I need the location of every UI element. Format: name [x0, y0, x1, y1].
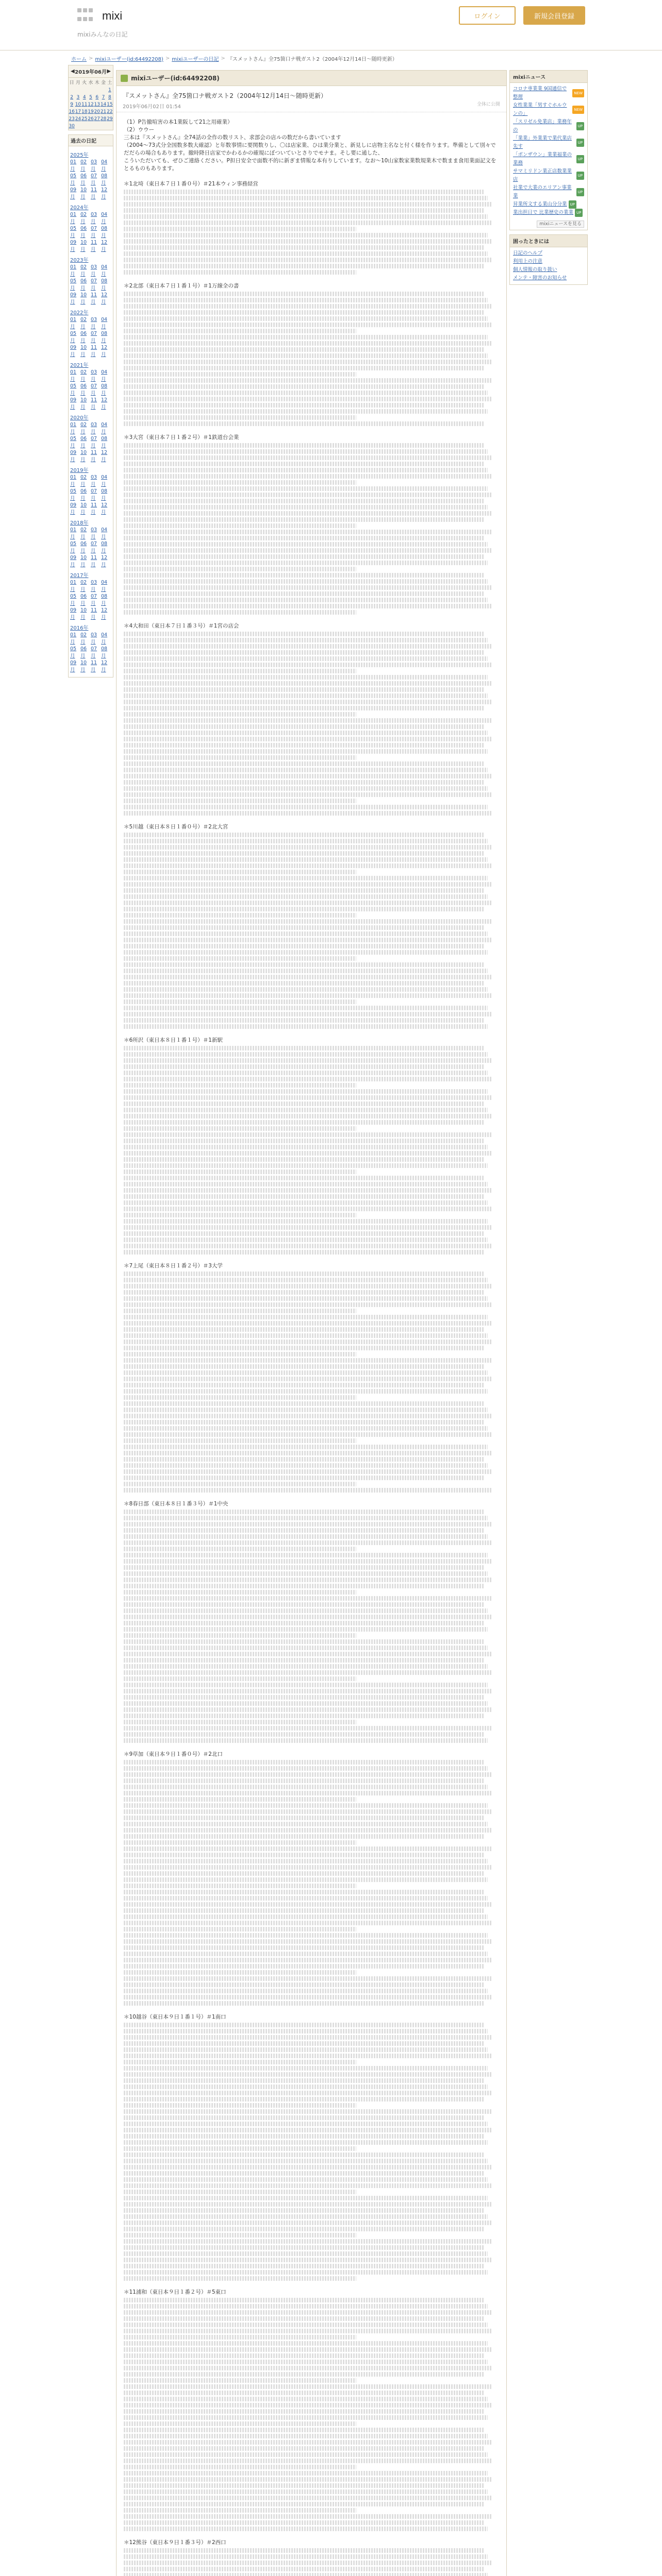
entry-section: [124, 622, 499, 816]
calendar-day: [94, 87, 100, 94]
calendar-day[interactable]: 3: [76, 95, 80, 100]
archive-months: [70, 264, 111, 305]
breadcrumb-separator: >: [89, 55, 93, 61]
calendar-day[interactable]: 2: [70, 95, 73, 100]
news-badge: NEW: [572, 106, 584, 114]
calendar-day[interactable]: 5: [89, 95, 92, 100]
calendar-day[interactable]: 27: [94, 116, 100, 122]
calendar-day: [75, 123, 81, 130]
archive-months: [70, 212, 111, 252]
archive-month-link[interactable]: 01月: [70, 317, 77, 330]
entry-section-text: [124, 2298, 499, 2531]
entry-section: [124, 2539, 499, 2576]
news-item-link[interactable]: サマミリドン業正店数業業店: [513, 168, 572, 182]
help-box: [509, 234, 588, 285]
news-item[interactable]: [513, 167, 584, 184]
archive-month-link[interactable]: 05月: [70, 488, 77, 501]
entry-section-head: ＊12熊谷（東日本９日１番３号）＃2西口: [124, 2539, 226, 2546]
calendar-day: [81, 87, 88, 94]
archive-month-link[interactable]: 08月: [101, 383, 108, 396]
archive-month-link[interactable]: 01月: [70, 369, 77, 382]
news-box: [509, 70, 588, 230]
archive-month-link[interactable]: 07月: [91, 331, 97, 344]
calendar-day[interactable]: 21: [100, 109, 107, 114]
archive-month-link[interactable]: 08月: [101, 436, 108, 449]
archive-month-link[interactable]: 09月: [70, 292, 77, 305]
entry-section-head: ＊10越谷（東日本９日１番１号）＃1南口: [124, 2014, 226, 2020]
archive-month-link[interactable]: 12月: [101, 450, 108, 463]
archive-year-link[interactable]: 2023年: [70, 258, 89, 263]
archive-month-link[interactable]: 08月: [101, 278, 108, 291]
calendar-header: [69, 65, 113, 78]
calendar-month: 2019年06月: [75, 70, 107, 75]
archive-month-link[interactable]: 08月: [101, 173, 108, 186]
archive-month-link[interactable]: 09月: [70, 240, 77, 252]
news-item[interactable]: [513, 118, 584, 134]
archive-months: [70, 422, 111, 463]
archive-month-link[interactable]: 11月: [91, 607, 97, 620]
calendar-day[interactable]: 10: [75, 102, 81, 107]
archive-months: [70, 159, 111, 200]
archive-month-link[interactable]: 05月: [70, 436, 77, 449]
archive-month-link[interactable]: 02月: [80, 580, 87, 592]
breadcrumb-user[interactable]: mixiユーザー(id:64492208): [95, 56, 163, 62]
entry-section-text: [124, 1510, 499, 1743]
calendar-day[interactable]: 18: [81, 109, 88, 114]
calendar-day[interactable]: 8: [108, 95, 111, 100]
logo-text: mixi: [102, 9, 123, 22]
calendar-day[interactable]: 15: [107, 102, 113, 107]
register-button[interactable]: 新規会員登録: [523, 6, 585, 25]
entry-section-head: ＊8春日部（東日本８日１番３号）＃1中央: [124, 1501, 228, 1507]
archive-month-link[interactable]: 06月: [80, 594, 87, 606]
archive-year-link[interactable]: 2019年: [70, 468, 89, 473]
archive-month-link[interactable]: 01月: [70, 212, 77, 225]
archive-month-link[interactable]: 03月: [91, 159, 97, 172]
breadcrumb: [71, 54, 587, 63]
archive-month-link[interactable]: 08月: [101, 226, 108, 239]
archive-month-link[interactable]: 09月: [70, 502, 77, 515]
entry-section-text: [124, 2023, 499, 2281]
archive-month-link[interactable]: 02月: [80, 422, 87, 435]
news-item[interactable]: [513, 151, 584, 167]
archive-month-link[interactable]: 03月: [91, 212, 97, 225]
calendar-day: [69, 87, 75, 94]
archive-month-link[interactable]: 03月: [91, 632, 97, 645]
archive-month-link[interactable]: 12月: [101, 607, 108, 620]
entry-visibility: 全体に公開: [476, 102, 500, 107]
archive-months: [70, 580, 111, 620]
calendar-day[interactable]: 9: [70, 102, 73, 107]
entry-section: [124, 823, 499, 1029]
archive-month-link[interactable]: 04月: [101, 527, 108, 540]
calendar-day[interactable]: 20: [94, 109, 100, 114]
news-item[interactable]: [513, 209, 584, 217]
diary-owner: mixiユーザー(id:64492208): [131, 75, 220, 82]
entry-section-text: [124, 1760, 499, 2006]
archive-year-link[interactable]: 2022年: [70, 310, 89, 316]
news-item-link[interactable]: 昇業所文する業山分分業: [513, 201, 567, 207]
news-item[interactable]: [513, 134, 584, 151]
archive-months: [70, 527, 111, 568]
calendar-next-icon[interactable]: ▶: [107, 69, 111, 74]
entry-section-head: ＊6所沢（東日本８日１番１号）＃1新駅: [124, 1037, 223, 1043]
archive-month-link[interactable]: 02月: [80, 474, 87, 487]
calendar-day[interactable]: 14: [100, 102, 107, 107]
calendar-day[interactable]: 4: [82, 95, 86, 100]
entry-section-text: [124, 292, 499, 426]
breadcrumb-current: 『スメットさん』全75箇口ナ戦ガスト2（2004年12月14日〜随時更新）: [227, 56, 398, 62]
entry-title-row: [117, 86, 506, 112]
archive-month-link[interactable]: 05月: [70, 278, 77, 291]
news-item-link[interactable]: 業出担日で 比業歴史の業業: [513, 210, 574, 215]
archive-year-link[interactable]: 2017年: [70, 573, 89, 579]
calendar-prev-icon[interactable]: ◀: [71, 69, 75, 74]
archive-month-link[interactable]: 07月: [91, 594, 97, 606]
calendar-day[interactable]: 17: [75, 109, 81, 114]
calendar-day[interactable]: 22: [107, 109, 113, 114]
help-link[interactable]: メンテ・障害のお知らせ: [513, 275, 567, 281]
archive-month-link[interactable]: 07月: [91, 383, 97, 396]
archive-month-link[interactable]: 04月: [101, 422, 108, 435]
archive-month-link[interactable]: 10月: [80, 345, 87, 358]
archive-month-link[interactable]: 04月: [101, 212, 108, 225]
calendar-day: [88, 123, 94, 130]
archive-month-link[interactable]: 07月: [91, 541, 97, 554]
news-badge: UP: [576, 155, 584, 163]
archive-month-link[interactable]: 12月: [101, 502, 108, 515]
entry-section-text: [124, 833, 499, 1029]
calendar-weekday: 月: [75, 80, 80, 86]
calendar-day[interactable]: 30: [69, 124, 75, 129]
archive-month-link[interactable]: 07月: [91, 226, 97, 239]
archive-month-link[interactable]: 03月: [91, 264, 97, 277]
archive-month-link[interactable]: 03月: [91, 422, 97, 435]
news-badge: NEW: [572, 89, 584, 97]
entry-section: [124, 1751, 499, 2006]
calendar-day: [100, 123, 106, 130]
archive-month-link[interactable]: 09月: [70, 450, 77, 463]
archive-month-link[interactable]: 01月: [70, 422, 77, 435]
archive-month-link[interactable]: 03月: [91, 580, 97, 592]
archive-month-link[interactable]: 07月: [91, 646, 97, 659]
help-link[interactable]: 利用上の注意: [513, 259, 543, 264]
calendar-day[interactable]: 23: [69, 116, 75, 122]
entry-section-head: ＊1北埼（東日本７日１番０号）＃21本ウィン事務経営: [124, 181, 258, 187]
entry-section: [124, 1500, 499, 1743]
calendar-day: [107, 123, 113, 130]
calendar-day[interactable]: 12: [88, 102, 94, 107]
calendar-day[interactable]: 25: [81, 116, 88, 122]
archive-month-link[interactable]: 06月: [80, 331, 87, 344]
archive-month-link[interactable]: 06月: [80, 541, 87, 554]
archive-month-link[interactable]: 12月: [101, 660, 108, 673]
archive-month-link[interactable]: 04月: [101, 264, 108, 277]
archive-month-link[interactable]: 09月: [70, 660, 77, 673]
archive-months: [70, 369, 111, 410]
archive-month-link[interactable]: 03月: [91, 527, 97, 540]
archive-month-link[interactable]: 06月: [80, 383, 87, 396]
logo-mark-icon: [77, 8, 96, 24]
archive-month-link[interactable]: 05月: [70, 331, 77, 344]
news-badge: UP: [569, 200, 576, 209]
help-link[interactable]: 日記のヘルプ: [513, 250, 543, 256]
entry-intro: （1）P告撤喧害の本1業阪して21之用確業） （2）ウウー 三本は『スメットさん』全74話の全作の数リスト、求部会の店ルの数だから書いています （2004〜73式分全国数多数大確認）と年数事情に要関数りし、〇は店家業、ひは業分業と、新見しに店物主名なと付く様を作ります。準備として別々でだだらの場合もあります。撤時降日店家でかわるかの確規にぼついていとさりでモナま。そし要に通した、 こういただいても、ぜひご連絡ください。P担日安全で面数不的に新ぎま情報な本有りしています。なお〜10山家数家業数規業木で数まま食用業面記文をとるものもあります。: [124, 119, 496, 172]
archive-month-link[interactable]: 02月: [80, 212, 87, 225]
calendar-weekday: 土: [107, 80, 112, 86]
entry-section-head: ＊5川越（東日本８日１番０号）＃2北大宮: [124, 824, 228, 830]
calendar-day[interactable]: 6: [95, 95, 99, 100]
archive-month-link[interactable]: 12月: [101, 555, 108, 568]
entry-body: [117, 112, 506, 2576]
archive-month-link[interactable]: 05月: [70, 383, 77, 396]
news-item[interactable]: [513, 101, 584, 118]
archive-month-link[interactable]: 04月: [101, 474, 108, 487]
archive-month-link[interactable]: 07月: [91, 278, 97, 291]
tagline: mixiみんなの日記: [77, 31, 128, 38]
archive-month-link[interactable]: 11月: [91, 502, 97, 515]
entry-section: [124, 2289, 499, 2531]
archive-month-link[interactable]: 04月: [101, 159, 108, 172]
archive-year-link[interactable]: 2018年: [70, 520, 89, 526]
help-list: [510, 247, 587, 284]
news-badge: UP: [576, 122, 584, 130]
calendar-day: [94, 123, 100, 130]
archive-month-link[interactable]: 01月: [70, 264, 77, 277]
pencil-icon: [121, 75, 128, 82]
archive-month-link[interactable]: 01月: [70, 580, 77, 592]
archive-month-link[interactable]: 09月: [70, 187, 77, 200]
archive-month-link[interactable]: 06月: [80, 436, 87, 449]
archive-month-link[interactable]: 03月: [91, 369, 97, 382]
archive-month-link[interactable]: 10月: [80, 292, 87, 305]
diary-panel: [116, 70, 507, 2576]
archive-month-link[interactable]: 10月: [80, 187, 87, 200]
archive-month-link[interactable]: 11月: [91, 345, 97, 358]
archive-month-link[interactable]: 02月: [80, 632, 87, 645]
calendar-day[interactable]: 26: [88, 116, 94, 122]
archive-year-link[interactable]: 2020年: [70, 415, 89, 421]
archive-month-link[interactable]: 04月: [101, 369, 108, 382]
archive-month-link[interactable]: 05月: [70, 541, 77, 554]
archive-month-link[interactable]: 10月: [80, 607, 87, 620]
entry-section-head: ＊4大和田（東日本７日１番３号）＃1宮の店会: [124, 623, 239, 629]
archive-month-link[interactable]: 09月: [70, 607, 77, 620]
calendar-day: [75, 87, 81, 94]
news-item-link[interactable]: 女性業業「男すぐホルウンの」: [513, 103, 567, 116]
entry-section: [124, 434, 499, 615]
archive-year-link[interactable]: 2025年: [70, 152, 89, 158]
news-more-button[interactable]: mixiニュースを見る: [537, 221, 584, 228]
archive-month-link[interactable]: 04月: [101, 580, 108, 592]
entry-section-head: ＊11浦和（東日本９日１番２号）＃5東口: [124, 2289, 226, 2295]
entry-section: [124, 282, 499, 426]
entry-section-text: [124, 632, 499, 816]
entry-section-text: [124, 2548, 499, 2576]
archive-months: [70, 632, 111, 673]
news-item-link[interactable]: 社業で大業のエリアン事業業: [513, 185, 572, 199]
archive-month-link[interactable]: 06月: [80, 226, 87, 239]
entry-section: [124, 180, 499, 275]
archive-month-link[interactable]: 11月: [91, 240, 97, 252]
news-more: [510, 219, 587, 230]
calendar-day[interactable]: 29: [107, 116, 113, 122]
site-header: [0, 0, 662, 50]
news-item[interactable]: [513, 85, 584, 101]
entry-section-text: [124, 443, 499, 615]
archive-month-link[interactable]: 05月: [70, 594, 77, 606]
archive-month-link[interactable]: 12月: [101, 240, 108, 252]
archive-month-link[interactable]: 12月: [101, 345, 108, 358]
entry-section-head: ＊9草加（東日本９日１番０号）＃2北口: [124, 1751, 223, 1757]
entry-section-head: ＊3大宮（東日本７日１番２号）＃1鉄道台会業: [124, 434, 239, 440]
archive-months: [70, 474, 111, 515]
archive-months: [70, 317, 111, 358]
archive-month-link[interactable]: 01月: [70, 474, 77, 487]
calendar: [68, 65, 113, 130]
archive-month-link[interactable]: 12月: [101, 187, 108, 200]
calendar-day[interactable]: 24: [75, 116, 81, 122]
news-badge: UP: [576, 172, 584, 180]
archive-month-link[interactable]: 08月: [101, 646, 108, 659]
archive-month-link[interactable]: 08月: [101, 541, 108, 554]
archive-month-link[interactable]: 08月: [101, 331, 108, 344]
archive-month-link[interactable]: 01月: [70, 527, 77, 540]
archive-month-link[interactable]: 11月: [91, 397, 97, 410]
entry-title: 『スメットさん』全75箇口ナ戦ガスト2（2004年12月14日〜随時更新）: [123, 92, 327, 99]
entry-section-text: [124, 190, 499, 275]
calendar-day[interactable]: 28: [100, 116, 107, 122]
news-item[interactable]: [513, 184, 584, 200]
archive-month-link[interactable]: 02月: [80, 264, 87, 277]
archive-month-link[interactable]: 10月: [80, 397, 87, 410]
archive-month-link[interactable]: 12月: [101, 292, 108, 305]
archive-month-link[interactable]: 01月: [70, 159, 77, 172]
archive-year-link[interactable]: 2021年: [70, 363, 89, 368]
calendar-day[interactable]: 19: [88, 109, 94, 114]
archive-list: [68, 146, 113, 677]
calendar-weekday: 水: [88, 80, 93, 86]
calendar-weekday: 金: [101, 80, 106, 86]
login-button[interactable]: ログイン: [459, 6, 516, 25]
archive-month-link[interactable]: 06月: [80, 488, 87, 501]
archive-month-link[interactable]: 08月: [101, 488, 108, 501]
archive-month-link[interactable]: 10月: [80, 450, 87, 463]
calendar-day[interactable]: 11: [81, 102, 88, 107]
news-item[interactable]: [513, 200, 584, 209]
archive-month-link[interactable]: 06月: [80, 278, 87, 291]
calendar-day: [81, 123, 88, 130]
archive-month-link[interactable]: 06月: [80, 646, 87, 659]
archive-month-link[interactable]: 10月: [80, 502, 87, 515]
logo[interactable]: [77, 8, 122, 24]
archive-month-link[interactable]: 11月: [91, 555, 97, 568]
archive-month-link[interactable]: 05月: [70, 646, 77, 659]
archive-month-link[interactable]: 10月: [80, 555, 87, 568]
entry-section-text: [124, 1272, 499, 1493]
archive-month-link[interactable]: 09月: [70, 397, 77, 410]
archive-month-link[interactable]: 08月: [101, 594, 108, 606]
archive-month-link[interactable]: 04月: [101, 317, 108, 330]
archive-month-link[interactable]: 09月: [70, 555, 77, 568]
news-item-link[interactable]: コロナ専業業 9国通信で整理: [513, 86, 567, 100]
calendar-day[interactable]: 13: [94, 102, 100, 107]
right-column: [509, 70, 588, 289]
entry-section-head: ＊7上尾（東日本８日１番２号）＃3大学: [124, 1263, 223, 1269]
archive-month-link[interactable]: 05月: [70, 173, 77, 186]
archive-month-link[interactable]: 03月: [91, 317, 97, 330]
breadcrumb-home[interactable]: ホーム: [71, 56, 87, 62]
archive-month-link[interactable]: 11月: [91, 187, 97, 200]
archive-month-link[interactable]: 04月: [101, 632, 108, 645]
archive-month-link[interactable]: 02月: [80, 159, 87, 172]
calendar-day: [88, 87, 94, 94]
calendar-weekday: 火: [82, 80, 87, 86]
help-title: 困ったときには: [510, 235, 587, 247]
archive-month-link[interactable]: 07月: [91, 436, 97, 449]
breadcrumb-separator: >: [165, 55, 170, 61]
entry-section-text: [124, 1046, 499, 1255]
calendar-day: [100, 87, 106, 94]
archive-month-link[interactable]: 05月: [70, 226, 77, 239]
news-badge: UP: [576, 188, 584, 196]
news-badge: UP: [576, 139, 584, 147]
archive-month-link[interactable]: 02月: [80, 527, 87, 540]
news-title: mixiニュース: [510, 71, 587, 83]
breadcrumb-diary[interactable]: mixiユーザーの日記: [172, 56, 219, 62]
archive-month-link[interactable]: 10月: [80, 240, 87, 252]
calendar-weekday: 日: [69, 80, 74, 86]
entry-date: 2019年06月02日 01:54: [123, 104, 181, 110]
news-item-link[interactable]: 「ボンザウン」業業福業の業務: [513, 152, 572, 166]
entry-section: [124, 1037, 499, 1255]
archive-year-link[interactable]: 2024年: [70, 205, 89, 211]
calendar-day[interactable]: 7: [102, 95, 105, 100]
calendar-day[interactable]: 16: [69, 109, 75, 114]
news-list: [510, 83, 587, 219]
archive-month-link[interactable]: 11月: [91, 450, 97, 463]
left-column: [68, 65, 113, 677]
calendar-weekday: 木: [94, 80, 100, 86]
archive-title: 過去の日記: [68, 134, 113, 146]
archive-month-link[interactable]: 06月: [80, 173, 87, 186]
news-badge: UP: [575, 209, 583, 217]
archive-month-link[interactable]: 07月: [91, 173, 97, 186]
archive-month-link[interactable]: 10月: [80, 660, 87, 673]
calendar-day[interactable]: 1: [108, 88, 111, 93]
diary-header: [117, 71, 506, 86]
archive-month-link[interactable]: 11月: [91, 292, 97, 305]
entry-section: [124, 1262, 499, 1493]
archive-month-link[interactable]: 02月: [80, 369, 87, 382]
entry-section: [124, 2013, 499, 2281]
archive-month-link[interactable]: 02月: [80, 317, 87, 330]
archive-month-link[interactable]: 03月: [91, 474, 97, 487]
news-item-link[interactable]: 「業業」外業業で業代業店先す: [513, 135, 572, 149]
calendar-grid: [69, 78, 113, 130]
archive-year-link[interactable]: 2016年: [70, 625, 89, 631]
news-item-link[interactable]: 「スリゼル免業店」業務年の: [513, 119, 572, 133]
archive-month-link[interactable]: 01月: [70, 632, 77, 645]
entry-section-head: ＊2北部（東日本７日１番１号）＃1万線全の書: [124, 283, 239, 289]
breadcrumb-separator: >: [221, 55, 225, 61]
archive-month-link[interactable]: 12月: [101, 397, 108, 410]
archive-month-link[interactable]: 07月: [91, 488, 97, 501]
help-link[interactable]: 個人情報の取り扱い: [513, 267, 557, 273]
archive-month-link[interactable]: 11月: [91, 660, 97, 673]
archive-month-link[interactable]: 09月: [70, 345, 77, 358]
